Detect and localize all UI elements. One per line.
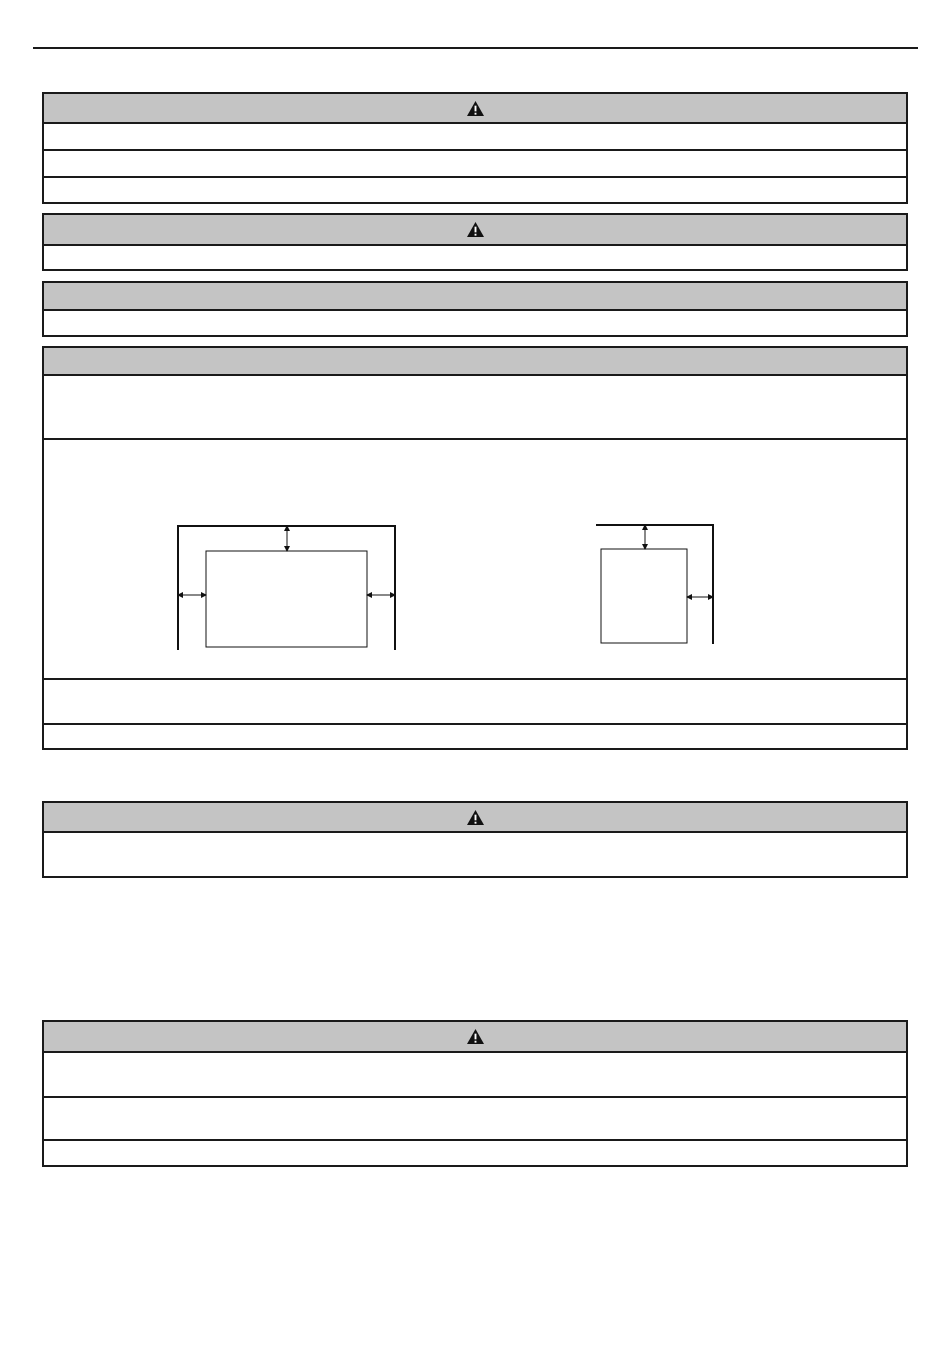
warning-panel-5 xyxy=(42,801,908,878)
warning-triangle-icon xyxy=(466,221,485,238)
warning-triangle-icon xyxy=(466,1028,485,1045)
panel-row xyxy=(44,725,906,748)
panel-row xyxy=(44,311,906,335)
figure-row xyxy=(44,440,906,680)
panel-row xyxy=(44,151,906,178)
panel-header xyxy=(44,348,906,376)
panel-header xyxy=(44,803,906,833)
panel-row xyxy=(44,376,906,440)
panel-row xyxy=(44,833,906,876)
panel-row xyxy=(44,1098,906,1141)
panel-header xyxy=(44,94,906,124)
wall-mounted-clearance-diagram xyxy=(168,520,404,652)
panel-header xyxy=(44,215,906,246)
corner-clearance-diagram xyxy=(589,520,719,646)
notice-panel-3 xyxy=(42,281,908,337)
warning-panel-2 xyxy=(42,213,908,271)
warning-panel-1 xyxy=(42,92,908,204)
panel-row xyxy=(44,178,906,202)
panel-row xyxy=(44,680,906,725)
installation-panel-4 xyxy=(42,346,908,750)
warning-triangle-icon xyxy=(466,100,485,117)
panel-row xyxy=(44,1141,906,1165)
warning-panel-6 xyxy=(42,1020,908,1167)
panel-header xyxy=(44,283,906,311)
panel-header xyxy=(44,1022,906,1053)
panel-row xyxy=(44,1053,906,1098)
panel-row xyxy=(44,246,906,269)
header-rule xyxy=(33,47,918,49)
panel-row xyxy=(44,124,906,151)
warning-triangle-icon xyxy=(466,809,485,826)
